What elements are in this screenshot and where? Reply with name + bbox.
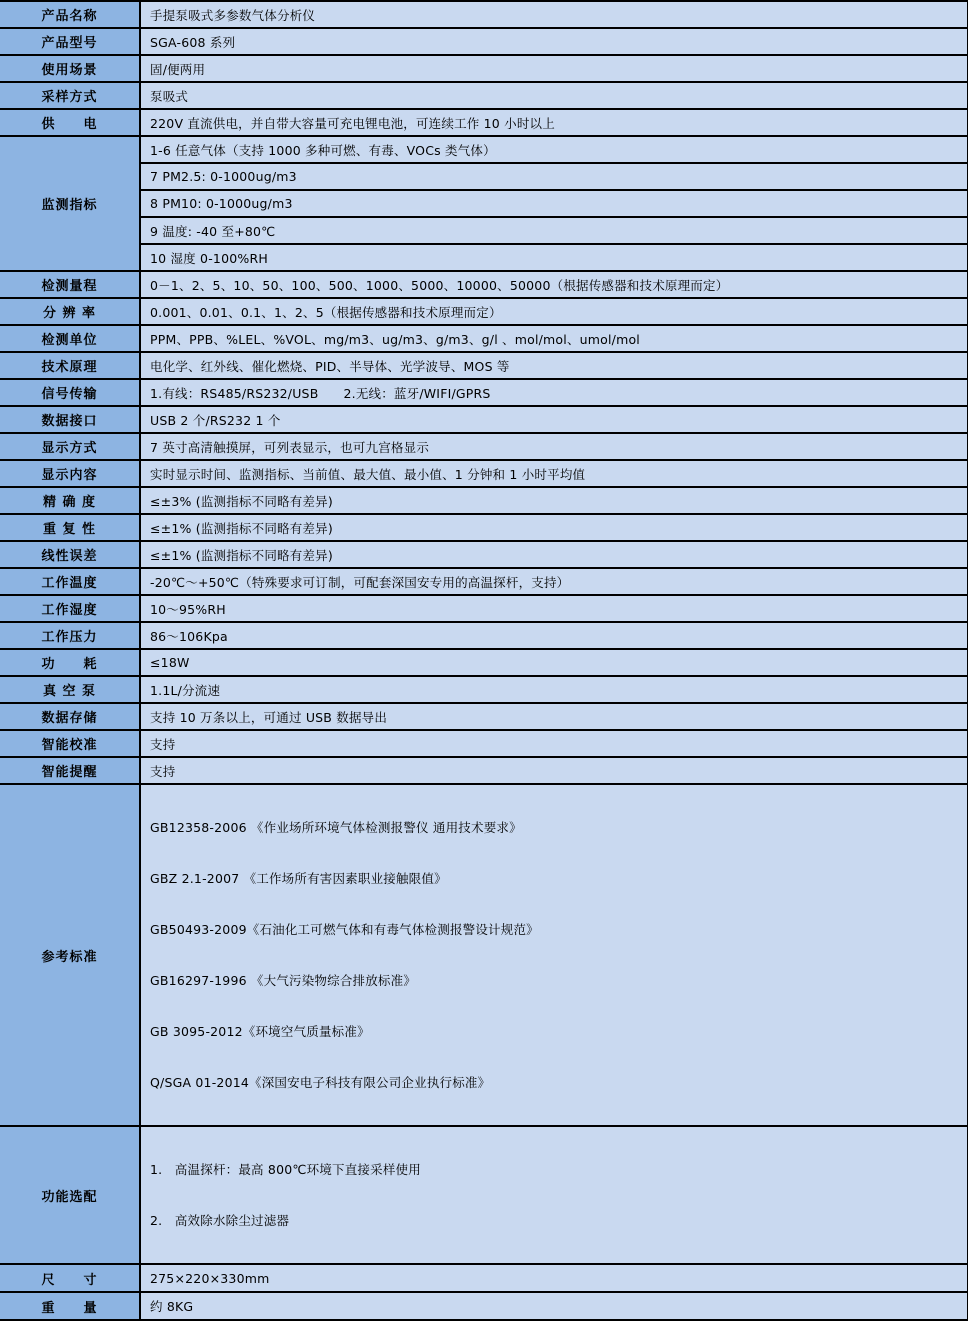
reference-standards-label: 参考标准 — [0, 784, 140, 1126]
monitoring-indicator-2-value: 7 PM2.5: 0-1000ug/m3 — [140, 163, 968, 190]
working-temperature-value: -20℃～+50℃（特殊要求可订制，可配套深国安专用的高温探杆，支持） — [140, 568, 968, 595]
product-model-label: 产品型号 — [0, 28, 140, 55]
product-name-label: 产品名称 — [0, 1, 140, 28]
display-content-value: 实时显示时间、监测指标、当前值、最大值、最小值、1 分钟和 1 小时平均值 — [140, 460, 968, 487]
detection-range-value: 0－1、2、5、10、50、100、500、1000、5000、10000、50000（根据传感器和技术原理而定） — [140, 271, 968, 298]
usage-scenario-label: 使用场景 — [0, 55, 140, 82]
table-row — [0, 28, 968, 55]
power-supply-value: 220V 直流供电，并自带大容量可充电锂电池，可连续工作 10 小时以上 — [140, 109, 968, 136]
standard-item: Q/SGA 01-2014《深国安电子科技有限公司企业执行标准》 — [150, 1075, 491, 1090]
table-row — [0, 217, 968, 244]
table-row — [0, 1, 968, 28]
standard-item: GB 3095-2012《环境空气质量标准》 — [150, 1024, 370, 1039]
table-row — [0, 109, 968, 136]
sampling-method-label: 采样方式 — [0, 82, 140, 109]
technical-principle-value: 电化学、红外线、催化燃烧、PID、半导体、光学波导、MOS 等 — [140, 352, 968, 379]
signal-transmission-label: 信号传输 — [0, 379, 140, 406]
monitoring-indicator-3-value: 8 PM10: 0-1000ug/m3 — [140, 190, 968, 217]
option-item: 2. 高效除水除尘过滤器 — [150, 1213, 290, 1228]
product-model-value: SGA-608 系列 — [140, 28, 968, 55]
power-consumption-value: ≤18W — [140, 649, 968, 676]
working-humidity-value: 10～95%RH — [140, 595, 968, 622]
table-row — [0, 55, 968, 82]
working-pressure-value: 86～106Kpa — [140, 622, 968, 649]
option-item: 1. 高温探杆：最高 800℃环境下直接采样使用 — [150, 1162, 421, 1177]
table-row — [0, 433, 968, 460]
usage-scenario-value: 固/便两用 — [140, 55, 968, 82]
vacuum-pump-label: 真 空 泵 — [0, 676, 140, 703]
resolution-label: 分 辨 率 — [0, 298, 140, 325]
dimensions-label: 尺 寸 — [0, 1264, 140, 1292]
display-mode-label: 显示方式 — [0, 433, 140, 460]
table-row — [0, 487, 968, 514]
reference-standards-value — [140, 784, 968, 1126]
table-row — [0, 568, 968, 595]
data-storage-value: 支持 10 万条以上，可通过 USB 数据导出 — [140, 703, 968, 730]
table-row — [0, 298, 968, 325]
display-mode-value: 7 英寸高清触摸屏，可列表显示，也可九宫格显示 — [140, 433, 968, 460]
weight-value: 约 8KG — [140, 1292, 968, 1320]
monitoring-indicator-5-value: 10 湿度 0-100%RH — [140, 244, 968, 271]
standard-item: GB50493-2009《石油化工可燃气体和有毒气体检测报警设计规范》 — [150, 922, 539, 937]
technical-principle-label: 技术原理 — [0, 352, 140, 379]
accuracy-value: ≤±3% (监测指标不同略有差异) — [140, 487, 968, 514]
table-row — [0, 730, 968, 757]
table-row — [0, 406, 968, 433]
detection-unit-value: PPM、PPB、%LEL、%VOL、mg/m3、ug/m3、g/m3、g/l 、mol/mol、umol/mol — [140, 325, 968, 352]
table-row — [0, 541, 968, 568]
table-row — [0, 622, 968, 649]
smart-reminder-label: 智能提醒 — [0, 757, 140, 784]
working-pressure-label: 工作压力 — [0, 622, 140, 649]
smart-reminder-value: 支持 — [140, 757, 968, 784]
repeatability-label: 重 复 性 — [0, 514, 140, 541]
table-row — [0, 1292, 968, 1320]
detection-range-label: 检测量程 — [0, 271, 140, 298]
standard-item: GB16297-1996 《大气污染物综合排放标准》 — [150, 973, 417, 988]
table-row — [0, 190, 968, 217]
data-storage-label: 数据存储 — [0, 703, 140, 730]
table-row — [0, 676, 968, 703]
standard-item: GB12358-2006 《作业场所环境气体检测报警仪 通用技术要求》 — [150, 820, 522, 835]
repeatability-value: ≤±1% (监测指标不同略有差异) — [140, 514, 968, 541]
table-row — [0, 649, 968, 676]
monitoring-indicators-label: 监测指标 — [0, 136, 140, 271]
power-consumption-label: 功 耗 — [0, 649, 140, 676]
optional-features-label: 功能选配 — [0, 1126, 140, 1264]
table-row — [0, 136, 968, 163]
table-row — [0, 163, 968, 190]
accuracy-label: 精 确 度 — [0, 487, 140, 514]
resolution-value: 0.001、0.01、0.1、1、2、5（根据传感器和技术原理而定） — [140, 298, 968, 325]
table-row — [0, 595, 968, 622]
standard-item: GBZ 2.1-2007 《工作场所有害因素职业接触限值》 — [150, 871, 447, 886]
table-row — [0, 1264, 968, 1292]
table-row — [0, 514, 968, 541]
signal-transmission-value: 1.有线：RS485/RS232/USB 2.无线：蓝牙/WIFI/GPRS — [140, 379, 968, 406]
product-name-value: 手提泵吸式多参数气体分析仪 — [140, 1, 968, 28]
table-row — [0, 352, 968, 379]
table-row — [0, 757, 968, 784]
table-row — [0, 703, 968, 730]
smart-calibration-value: 支持 — [140, 730, 968, 757]
table-row — [0, 244, 968, 271]
table-row — [0, 784, 968, 1126]
smart-calibration-label: 智能校准 — [0, 730, 140, 757]
vacuum-pump-value: 1.1L/分流速 — [140, 676, 968, 703]
working-temperature-label: 工作温度 — [0, 568, 140, 595]
table-row — [0, 1126, 968, 1264]
table-row — [0, 271, 968, 298]
monitoring-indicator-1-value: 1-6 任意气体（支持 1000 多种可燃、有毒、VOCs 类气体） — [140, 136, 968, 163]
working-humidity-label: 工作湿度 — [0, 595, 140, 622]
table-row — [0, 82, 968, 109]
table-row — [0, 379, 968, 406]
sampling-method-value: 泵吸式 — [140, 82, 968, 109]
weight-label: 重 量 — [0, 1292, 140, 1320]
optional-features-value — [140, 1126, 968, 1264]
detection-unit-label: 检测单位 — [0, 325, 140, 352]
data-interface-value: USB 2 个/RS232 1 个 — [140, 406, 968, 433]
table-row — [0, 460, 968, 487]
linearity-error-label: 线性误差 — [0, 541, 140, 568]
power-supply-label: 供 电 — [0, 109, 140, 136]
data-interface-label: 数据接口 — [0, 406, 140, 433]
linearity-error-value: ≤±1% (监测指标不同略有差异) — [140, 541, 968, 568]
monitoring-indicator-4-value: 9 温度: -40 至+80℃ — [140, 217, 968, 244]
display-content-label: 显示内容 — [0, 460, 140, 487]
dimensions-value: 275×220×330mm — [140, 1264, 968, 1292]
table-row — [0, 325, 968, 352]
